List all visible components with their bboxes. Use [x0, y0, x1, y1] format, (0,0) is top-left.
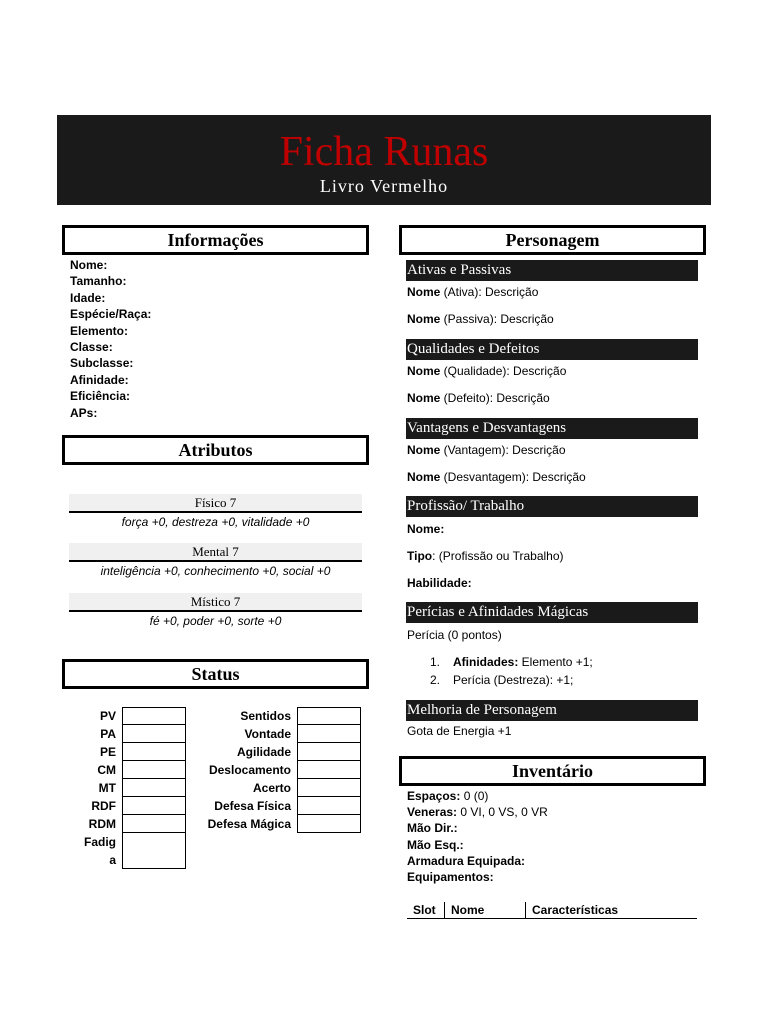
- info-elemento: Elemento:: [70, 323, 129, 338]
- inv-mao-dir: Mão Dir.:: [407, 821, 458, 836]
- inv-armadura: Armadura Equipada:: [407, 853, 526, 868]
- section-qualidades: Qualidades e Defeitos: [406, 339, 698, 360]
- stat-label: CM: [97, 763, 116, 777]
- sheet-subtitle: Livro Vermelho: [319, 176, 449, 196]
- attr-mental-name: Mental 7: [69, 543, 362, 562]
- info-classe: Classe:: [70, 340, 113, 355]
- stat-defesa-magica-field[interactable]: [297, 815, 361, 833]
- defeito-line: Nome (Defeito): Descrição: [407, 391, 550, 405]
- section-profissao: Profissão/ Trabalho: [406, 496, 698, 517]
- profissao-habilidade: Habilidade:: [407, 576, 472, 590]
- ativa-line: Nome (Ativa): Descrição: [407, 285, 539, 299]
- stat-label: MT: [98, 781, 116, 795]
- info-eficiencia: Eficiência:: [70, 389, 131, 404]
- stat-deslocamento-field[interactable]: [297, 761, 361, 779]
- inv-espacos: Espaços: 0 (0): [407, 789, 489, 803]
- info-subclasse: Subclasse:: [70, 356, 134, 371]
- stat-label: PV: [99, 709, 116, 723]
- col-slot: Slot: [413, 903, 436, 917]
- column-divider: [444, 902, 445, 918]
- stat-label: Sentidos: [240, 709, 291, 723]
- stat-acerto-field[interactable]: [297, 779, 361, 797]
- title-banner: [57, 115, 711, 205]
- status-right-column: [197, 707, 361, 833]
- stat-rdf-field[interactable]: [122, 797, 186, 815]
- profissao-tipo: Tipo: (Profissão ou Trabalho): [407, 549, 564, 563]
- stat-label: Defesa Mágica: [207, 817, 291, 831]
- info-idade: Idade:: [70, 290, 106, 305]
- info-fields: [70, 257, 151, 421]
- stat-pe-field[interactable]: [122, 743, 186, 761]
- stat-label: RDF: [91, 799, 116, 813]
- atributos-heading: Atributos: [62, 435, 369, 465]
- stat-sentidos-field[interactable]: [297, 707, 361, 725]
- section-vantagens: Vantagens e Desvantagens: [406, 418, 698, 439]
- info-especie: Espécie/Raça:: [70, 307, 152, 322]
- stat-pv-field[interactable]: [122, 707, 186, 725]
- stat-cm-field[interactable]: [122, 761, 186, 779]
- stat-rdm-field[interactable]: [122, 815, 186, 833]
- attr-mental: [69, 543, 362, 580]
- col-caracteristicas: Características: [532, 903, 619, 917]
- info-nome: Nome:: [70, 258, 108, 272]
- stat-label: Acerto: [252, 781, 291, 795]
- status-left-column: [80, 707, 186, 869]
- attr-fisico-desc: força +0, destreza +0, vitalidade +0: [121, 515, 310, 529]
- list-item: 1. Afinidades: Elemento +1;: [430, 655, 593, 669]
- desvantagem-line: Nome (Desvantagem): Descrição: [407, 470, 586, 484]
- sheet-title: Ficha Runas: [279, 129, 489, 175]
- stat-label: Fadig: [84, 835, 116, 849]
- stat-label: Vontade: [244, 727, 291, 741]
- inv-veneras: Veneras: 0 VI, 0 VS, 0 VR: [407, 805, 548, 820]
- personagem-heading: Personagem: [399, 225, 706, 255]
- passiva-line: Nome (Passiva): Descrição: [407, 312, 554, 326]
- stat-label: PE: [99, 745, 116, 759]
- attr-mistico-desc: fé +0, poder +0, sorte +0: [149, 614, 282, 628]
- melhoria-text: Gota de Energia +1: [407, 724, 512, 738]
- pericias-intro: Perícia (0 pontos): [407, 628, 502, 642]
- info-aps: APs:: [70, 405, 98, 420]
- stat-label-fadiga: [80, 833, 122, 869]
- informacoes-heading: Informações: [62, 225, 369, 255]
- section-melhoria: Melhoria de Personagem: [406, 700, 698, 721]
- stat-fadiga-field[interactable]: [122, 833, 186, 869]
- attr-fisico-name: Físico 7: [69, 494, 362, 513]
- col-nome: Nome: [451, 903, 485, 917]
- stat-label: Agilidade: [236, 745, 291, 759]
- stat-label: Defesa Física: [214, 799, 291, 813]
- stat-label: a: [109, 853, 116, 867]
- section-ativas: Ativas e Passivas: [406, 260, 698, 281]
- inv-equipamentos: Equipamentos:: [407, 870, 494, 885]
- stat-label: PA: [100, 727, 116, 741]
- stat-defesa-fisica-field[interactable]: [297, 797, 361, 815]
- qualidade-line: Nome (Qualidade): Descrição: [407, 364, 567, 378]
- status-heading: Status: [62, 659, 369, 689]
- attr-mistico: [69, 593, 362, 630]
- equipment-table-header: [407, 900, 697, 919]
- info-tamanho: Tamanho:: [70, 274, 127, 289]
- list-item: 2. Perícia (Destreza): +1;: [430, 673, 574, 687]
- stat-label: Deslocamento: [208, 763, 291, 777]
- attr-fisico: [69, 494, 362, 531]
- section-pericias: Perícias e Afinidades Mágicas: [406, 602, 698, 623]
- stat-pa-field[interactable]: [122, 725, 186, 743]
- info-afinidade: Afinidade:: [70, 372, 129, 387]
- stat-label: RDM: [88, 817, 116, 831]
- stat-mt-field[interactable]: [122, 779, 186, 797]
- stat-agilidade-field[interactable]: [297, 743, 361, 761]
- inv-mao-esq: Mão Esq.:: [407, 837, 464, 852]
- inventario-heading: Inventário: [399, 756, 706, 786]
- profissao-nome: Nome:: [407, 522, 445, 536]
- pericias-list: [430, 653, 593, 689]
- inventario-fields: [407, 788, 548, 885]
- vantagem-line: Nome (Vantagem): Descrição: [407, 443, 566, 457]
- attr-mistico-name: Místico 7: [69, 593, 362, 612]
- column-divider: [525, 902, 526, 918]
- stat-vontade-field[interactable]: [297, 725, 361, 743]
- attr-mental-desc: inteligência +0, conhecimento +0, social +0: [100, 564, 331, 578]
